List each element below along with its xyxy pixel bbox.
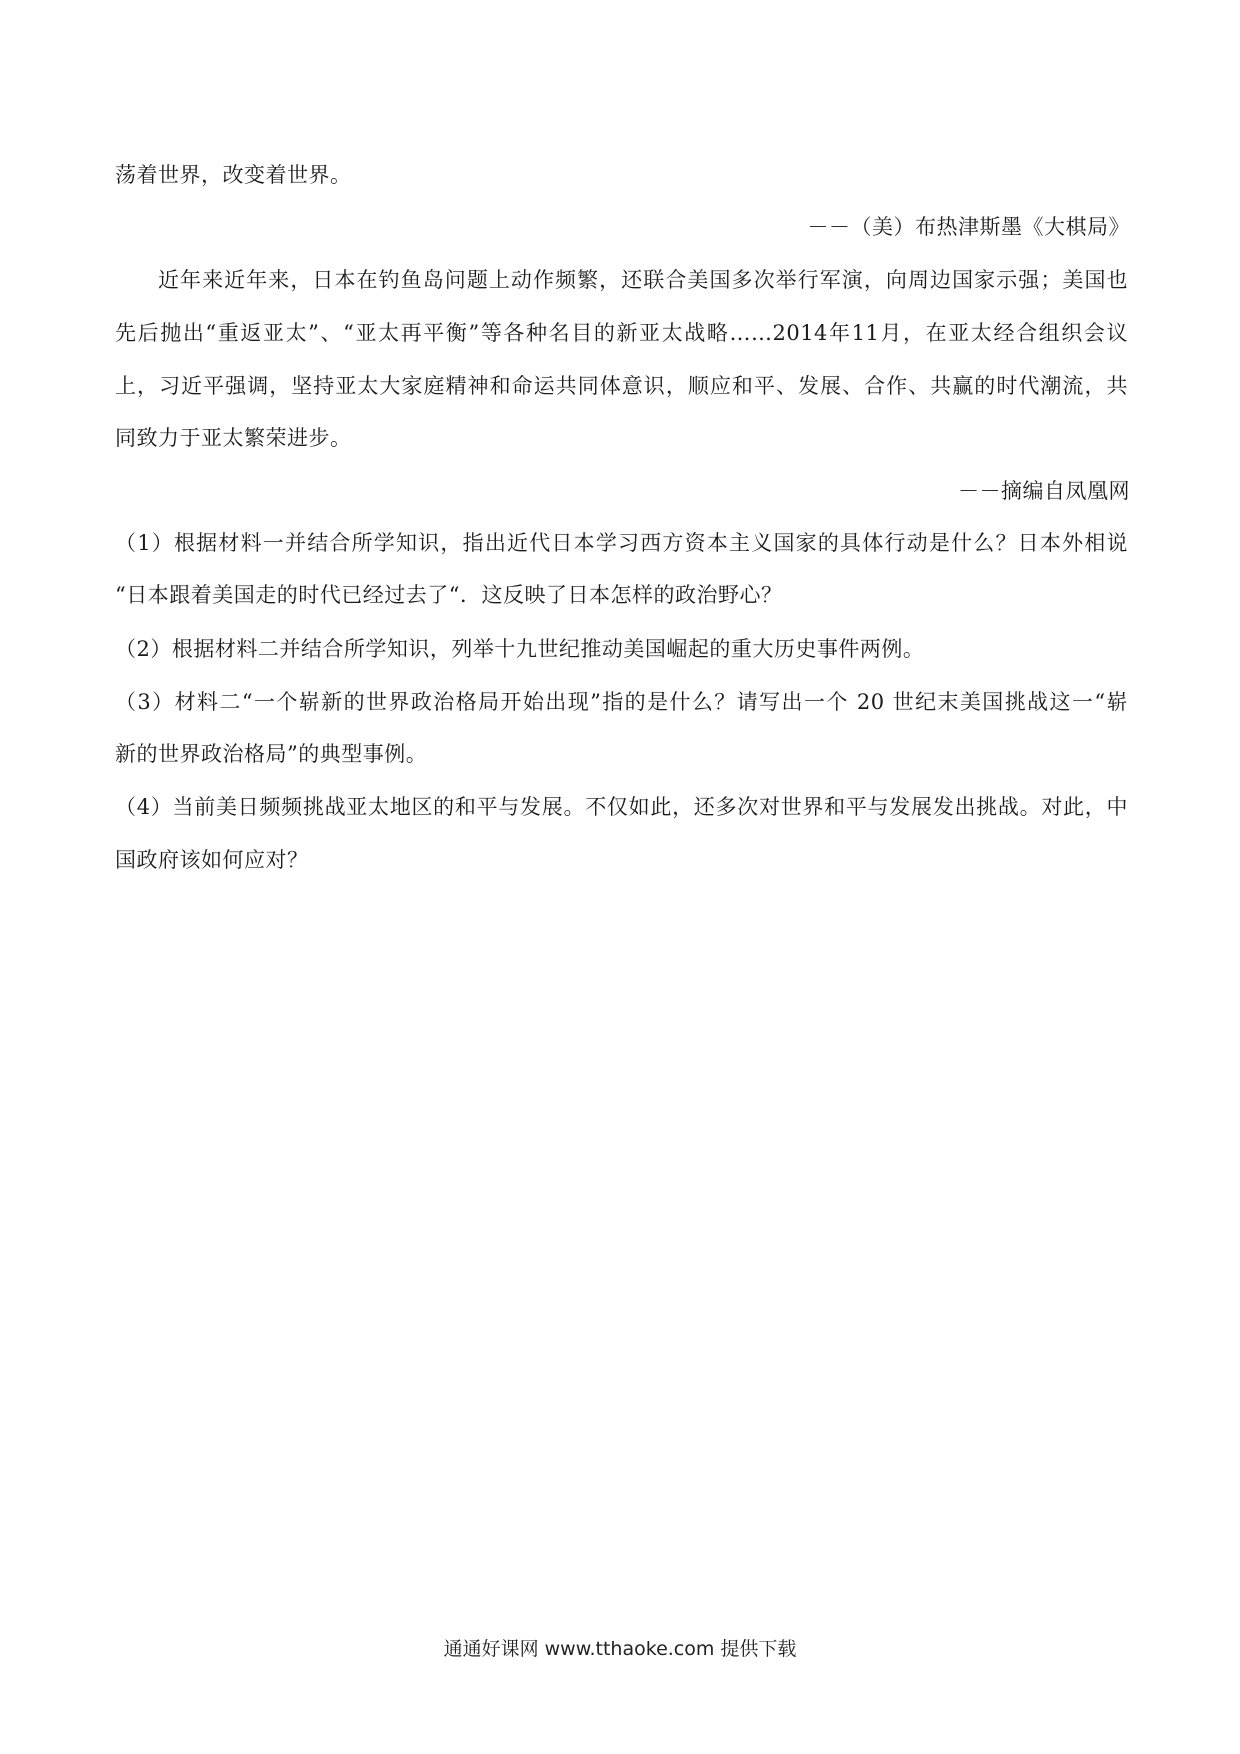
paragraph-line: 同致力于亚太繁荣进步。: [115, 426, 352, 450]
question-3: （3）材料二“一个崭新的世界政治格局开始出现”指的是什么？请写出一个 20 世纪末美国挑战这一“崭: [115, 690, 1128, 714]
question-4-continued: 国政府该如何应对？: [115, 848, 309, 872]
question-1-continued: “日本跟着美国走的时代已经过去了“．这反映了日本怎样的政治野心？: [115, 583, 783, 607]
question-1: （1）根据材料一并结合所学知识，指出近代日本学习西方资本主义国家的具体行动是什么？日本外相说: [115, 531, 1128, 555]
paragraph-line: 荡着世界，改变着世界。: [115, 163, 352, 187]
question-4: （4）当前美日频频挑战亚太地区的和平与发展。不仅如此，还多次对世界和平与发展发出挑战。对此，中: [115, 795, 1128, 819]
paragraph-line: 上，习近平强调，坚持亚太大家庭精神和命运共同体意识，顺应和平、发展、合作、共赢的时代潮流，共: [115, 374, 1128, 398]
paragraph-line: 先后抛出“重返亚太”、“亚太再平衡”等各种名目的新亚太战略……2014年11月，在亚太经合组织会议: [115, 321, 1128, 345]
question-3-continued: 新的世界政治格局”的典型事例。: [115, 742, 428, 766]
question-2: （2）根据材料二并结合所学知识，列举十九世纪推动美国崛起的重大历史事件两例。: [115, 637, 925, 661]
source-attribution: －－（美）布热津斯墨《大棋局》: [807, 215, 1130, 239]
source-attribution: －－摘编自凤凰网: [958, 479, 1130, 503]
paragraph-line: 近年来近年来，日本在钓鱼岛问题上动作频繁，还联合美国多次举行军演，向周边国家示强；美国也: [158, 268, 1128, 292]
footer-download-notice: 通通好课网 www.tthaoke.com 提供下载: [443, 1638, 797, 1660]
